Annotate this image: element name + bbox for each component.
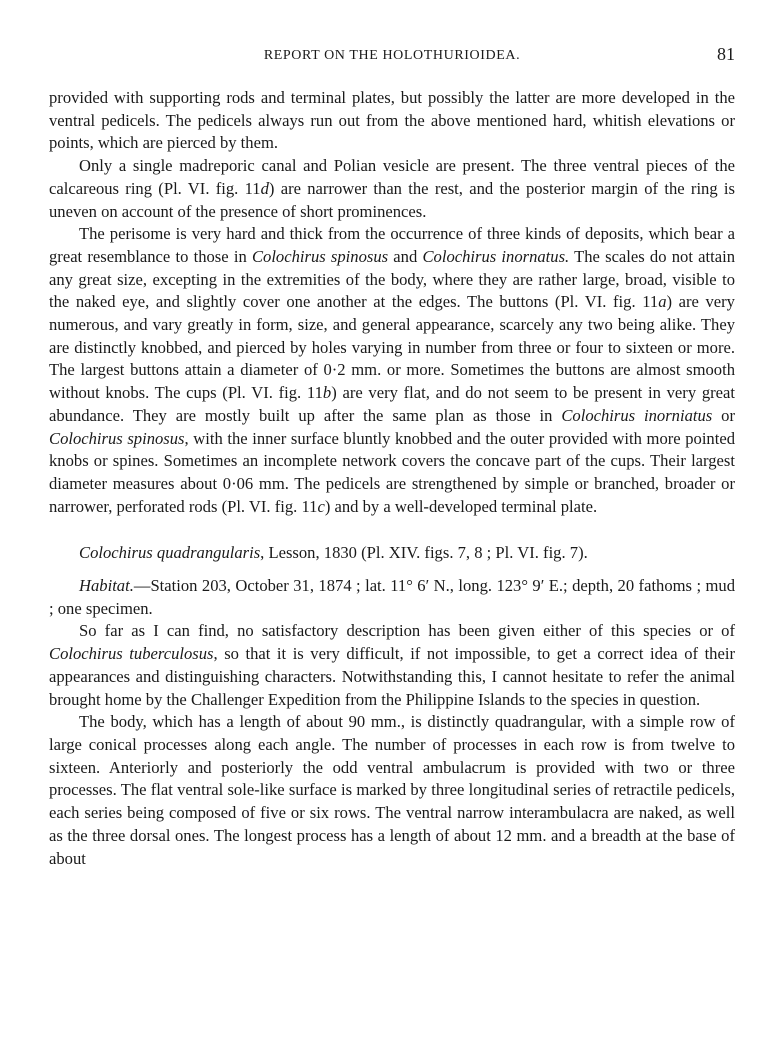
text-run: The perisome is very hard and thick from the occurrence of three kinds of deposits, which bear a great resemblance to those in <box>49 224 735 266</box>
paragraph-description-note <box>49 620 735 711</box>
italic-text: Colochirus tuberculosus <box>49 644 214 664</box>
text-run: , Lesson, 1830 (Pl. XIV. figs. 7, 8 ; Pl. VI. fig. 7). <box>260 543 588 563</box>
italic-text: Colochirus inornatus. <box>422 246 570 266</box>
page-number: 81 <box>717 44 735 64</box>
paragraph-body-description <box>49 711 735 870</box>
paragraph-habitat <box>49 575 735 620</box>
text-run: provided with supporting rods and terminal plates, but possibly the latter are more developed in the ventral pedicels. The pedicels always run out from the above mentioned hard, whitish elevations or points, which are pierced by them. <box>49 88 735 153</box>
text-run: The body, which has a length of about 90 mm., is distinctly quadrangular, with a simple row of large conical processes along each angle. The number of processes in each row is from twelve to sixteen. Anteriorly and posteriorly the odd ventral ambulacrum is provided with two or three processes. The flat ventral sole-like surface is marked by three longitudinal series of retractile pedicels, each series being composed of five or six rows. The ventral narrow interambulacra are naked, as well as the three dorsal ones. The longest process has a length of about 12 mm. and a breadth at the base of about <box>49 712 735 868</box>
text-run: ) and by a well-developed terminal plate. <box>324 496 598 516</box>
text-run: —Station 203, October 31, 1874 ; lat. 11° 6′ N., long. 123° 9′ E.; depth, 20 fathoms ; mud ; one specimen. <box>49 576 735 618</box>
text-run: The scales do not attain any great size, excepting in the extremities of the body, where they are rather large, broad, visible to the naked eye, and slightly cover one another at the edges. The buttons (Pl. VI. fig. 11 <box>49 246 735 312</box>
text-run: , so that it is very difficult, if not impossible, to get a correct idea of their appearances and distinguishing characters. Notwithstanding this, I cannot hesitate to refer the animal brought home by the Challenger Expedition from the Philippine Islands to the species in question. <box>49 644 735 709</box>
italic-text: Colochirus spinosus <box>251 246 389 266</box>
text-run: or <box>712 405 735 425</box>
italic-text: a <box>658 292 667 312</box>
paragraph-perisome <box>49 223 735 518</box>
text-run: ) are narrower than the rest, and the posterior margin of the ring is uneven on account of the presence of short prominences. <box>49 178 735 221</box>
italic-text: d <box>260 178 269 198</box>
italic-text: b <box>322 383 332 403</box>
species-heading <box>49 542 735 565</box>
paragraph-continuation <box>49 87 735 155</box>
text-run: ) are very numerous, and vary greatly in form, size, and general appearance, scarcely any two being alike. They are distinctly knobbed, and pierced by holes varying in number from three or four to sixteen or more. The largest buttons attain a diameter of 0·2 mm. or more. Sometimes the buttons are almost smooth without knobs. The cups (Pl. VI. fig. 11 <box>49 292 735 403</box>
text-run: So far as I can find, no satisfactory description has been given either of this species or of <box>79 621 735 641</box>
text-run: ) are very flat, and do not seem to be present in very great abundance. They are mostly built up after the same plan as those in <box>49 383 735 425</box>
text-run: and <box>388 246 423 266</box>
body-text <box>49 87 735 870</box>
text-run: , with the inner surface bluntly knobbed and the outer provided with more pointed knobs or spines. Sometimes an incomplete network covers the concave part of the cups. Their largest diameter measures about 0·06 mm. The pedicels are strengthened by simple or branched, broader or narrower, perforated rods (Pl. VI. fig. 11 <box>49 428 735 516</box>
running-title: REPORT ON THE HOLOTHURIOIDEA. <box>263 48 521 63</box>
italic-text: Colochirus quadrangularis <box>79 543 261 563</box>
italic-text: Colochirus spinosus <box>49 428 185 448</box>
running-header <box>49 44 735 68</box>
italic-text: Colochirus inorniatus <box>561 405 713 425</box>
italic-text: Habitat. <box>79 576 134 596</box>
text-run: Only a single madreporic canal and Polian vesicle are present. The three ventral pieces of the calcareous ring (Pl. VI. fig. 11 <box>49 156 735 198</box>
italic-text: c <box>317 496 325 516</box>
paragraph-madreporic-canal <box>49 155 735 223</box>
